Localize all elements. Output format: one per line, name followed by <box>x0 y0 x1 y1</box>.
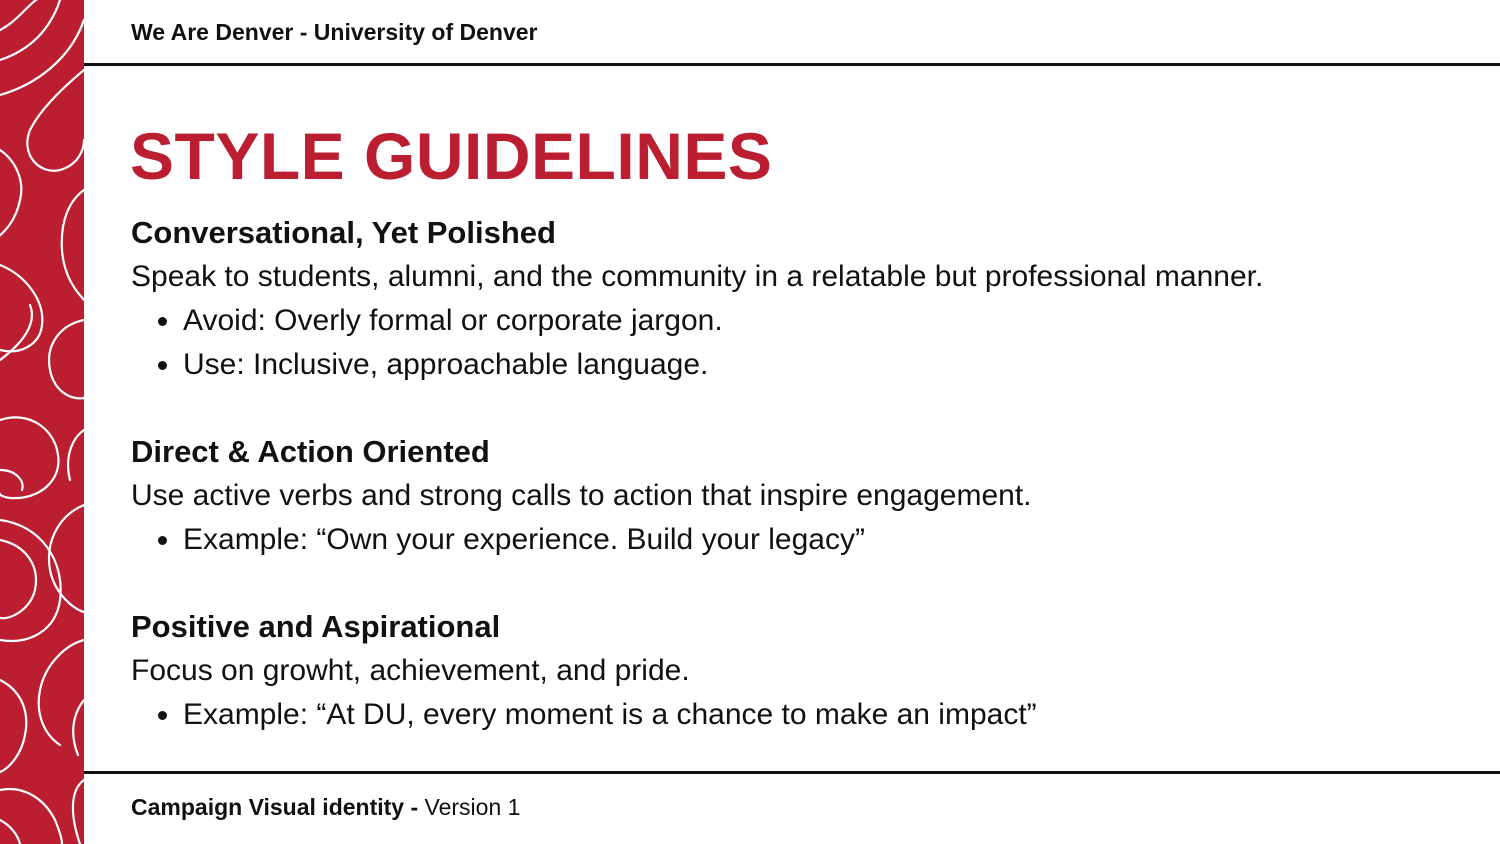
bullet-text: Avoid: Overly formal or corporate jargon. <box>183 304 723 337</box>
bullet-list <box>131 518 1471 562</box>
bullet-list <box>131 693 1471 737</box>
bullet-dot-icon <box>158 536 167 545</box>
bullet-text: Use: Inclusive, approachable language. <box>183 348 709 381</box>
header-divider <box>84 63 1500 66</box>
bullet-dot-icon <box>158 711 167 720</box>
section-heading: Direct & Action Oriented <box>131 434 490 469</box>
footer-label: Campaign Visual identity - <box>131 794 419 820</box>
section-direct <box>131 430 1471 562</box>
bullet-text: Example: “Own your experience. Build your legacy” <box>183 523 865 556</box>
section-heading: Conversational, Yet Polished <box>131 215 556 250</box>
bullet-item <box>131 693 1471 737</box>
section-body: Focus on growht, achievement, and pride. <box>131 654 690 687</box>
footer-version: Version 1 <box>424 794 521 820</box>
bullet-text: Example: “At DU, every moment is a chance to make an impact” <box>183 698 1037 731</box>
bullet-list <box>131 299 1471 387</box>
bullet-item <box>131 518 1471 562</box>
page-title: STYLE GUIDELINES <box>130 119 773 193</box>
bullet-item <box>131 299 1471 343</box>
section-body: Speak to students, alumni, and the community in a relatable but professional manner. <box>131 260 1264 293</box>
section-positive <box>131 605 1471 737</box>
section-heading: Positive and Aspirational <box>131 609 501 644</box>
topographic-lines-graphic <box>0 0 84 844</box>
footer <box>131 794 520 821</box>
bullet-item <box>131 343 1471 387</box>
bullet-dot-icon <box>158 317 167 326</box>
footer-divider <box>84 771 1500 774</box>
header-title: We Are Denver - University of Denver <box>131 19 538 45</box>
section-body: Use active verbs and strong calls to action that inspire engagement. <box>131 479 1032 512</box>
section-conversational <box>131 211 1471 387</box>
topographic-decorative-band <box>0 0 84 844</box>
bullet-dot-icon <box>158 361 167 370</box>
